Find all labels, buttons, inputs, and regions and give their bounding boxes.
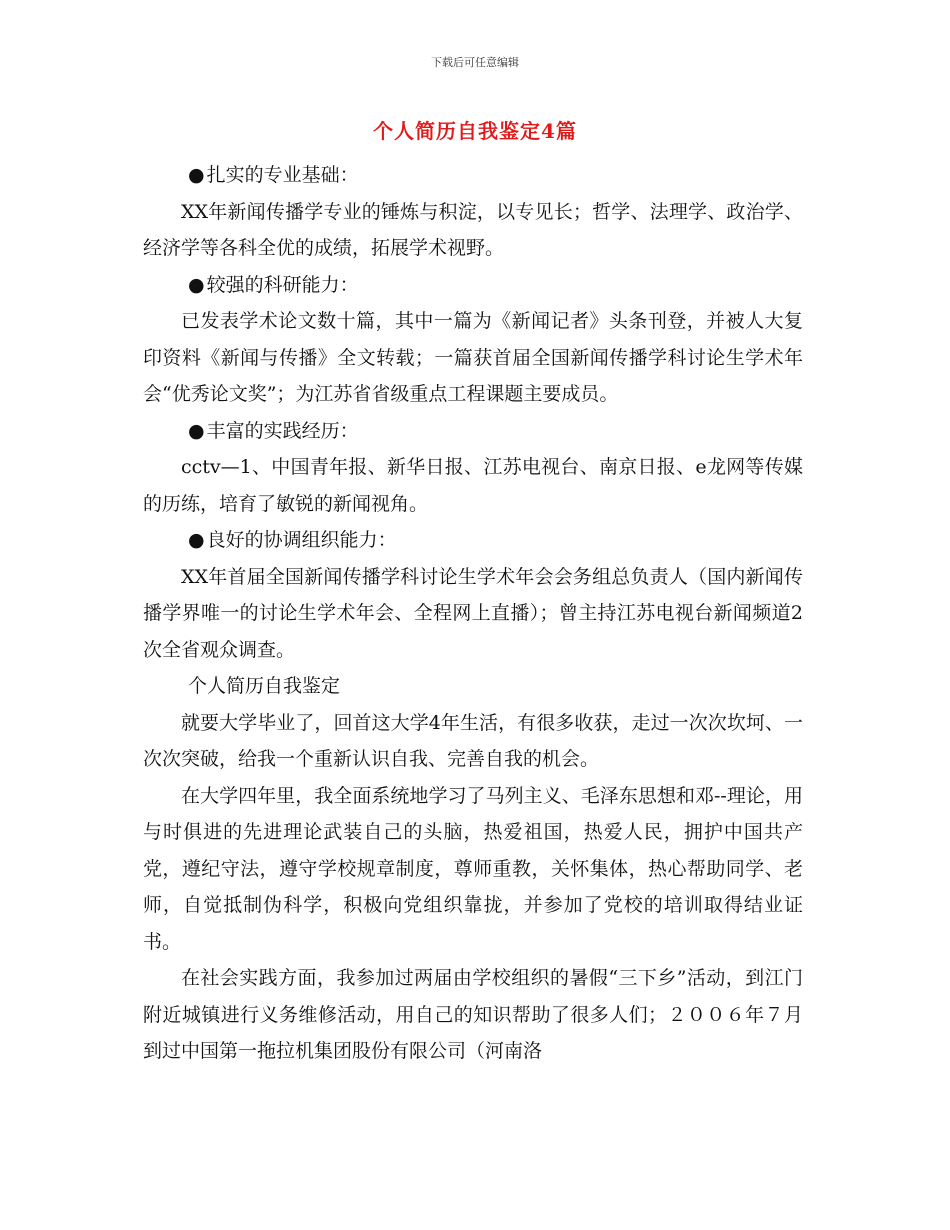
section-heading-label: 扎实的专业基础： [206, 164, 359, 186]
section-heading-label: 良好的协调组织能力： [206, 529, 397, 551]
section-heading-professional-foundation [143, 157, 803, 194]
section-heading-label: 较强的科研能力： [206, 273, 359, 296]
body-paragraph: 在大学四年里，我全面系统地学习了马列主义、毛泽东思想和邓--理论，用与时俱进的先进理论武装自己的头脑，热爱祖国，热爱人民，拥护中国共产党，遵纪守法，遵守学校规章制度，尊师重教，关怀集体，热心帮助同学、老师，自觉抵制伪科学，积极向党组织靠拢，并参加了党校的培训取得结业证书。 [143, 784, 803, 953]
page-header-note: 下载后可任意编辑 [431, 56, 519, 69]
document-body [143, 157, 803, 1070]
body-paragraph: 就要大学毕业了，回首这大学4年生活，有很多收获，走过一次次坎坷、一次次突破，给我一个重新认识自我、完善自我的机会。 [143, 711, 803, 770]
section-text-professional-foundation: XX年新闻传播学专业的锤炼与积淀，以专见长；哲学、法理学、政治学、经济学等各科全优的成绩，拓展学术视野。 [143, 200, 803, 259]
section-heading-practical-experience [143, 413, 803, 450]
section-heading-coordination-ability [143, 522, 803, 559]
bullet-icon: ● [188, 164, 205, 186]
section-text-coordination-ability: XX年首届全国新闻传播学科讨论生学术年会会务组总负责人（国内新闻传播学界唯一的讨论生学术年会、全程网上直播）；曾主持江苏电视台新闻频道2次全省观众调查。 [143, 565, 803, 661]
bullet-icon: ● [188, 419, 205, 442]
subheading-self-assessment: 个人简历自我鉴定 [188, 675, 341, 697]
section-text-research-ability: 已发表学术论文数十篇，其中一篇为《新闻记者》头条刊登，并被人大复印资料《新闻与传播》全文转载；一篇获首届全国新闻传播学科讨论生学术年会“优秀论文奖”；为江苏省省级重点工程课题主要成员。 [143, 310, 803, 405]
section-text-practical-experience: cctv—1、中国青年报、新华日报、江苏电视台、南京日报、e龙网等传媒的历练，培育了敏锐的新闻视角。 [143, 456, 803, 515]
bullet-icon: ● [188, 273, 205, 296]
section-heading-research-ability [143, 267, 803, 304]
document-title: 个人简历自我鉴定4篇 [373, 119, 577, 143]
body-paragraph: 在社会实践方面，我参加过两届由学校组织的暑假“三下乡”活动，到江门附近城镇进行义务维修活动，用自己的知识帮助了很多人们；２００６年７月到过中国第一拖拉机集团股份有限公司（河南洛 [143, 967, 803, 1062]
bullet-icon: ● [188, 529, 205, 551]
section-heading-label: 丰富的实践经历： [206, 419, 359, 442]
